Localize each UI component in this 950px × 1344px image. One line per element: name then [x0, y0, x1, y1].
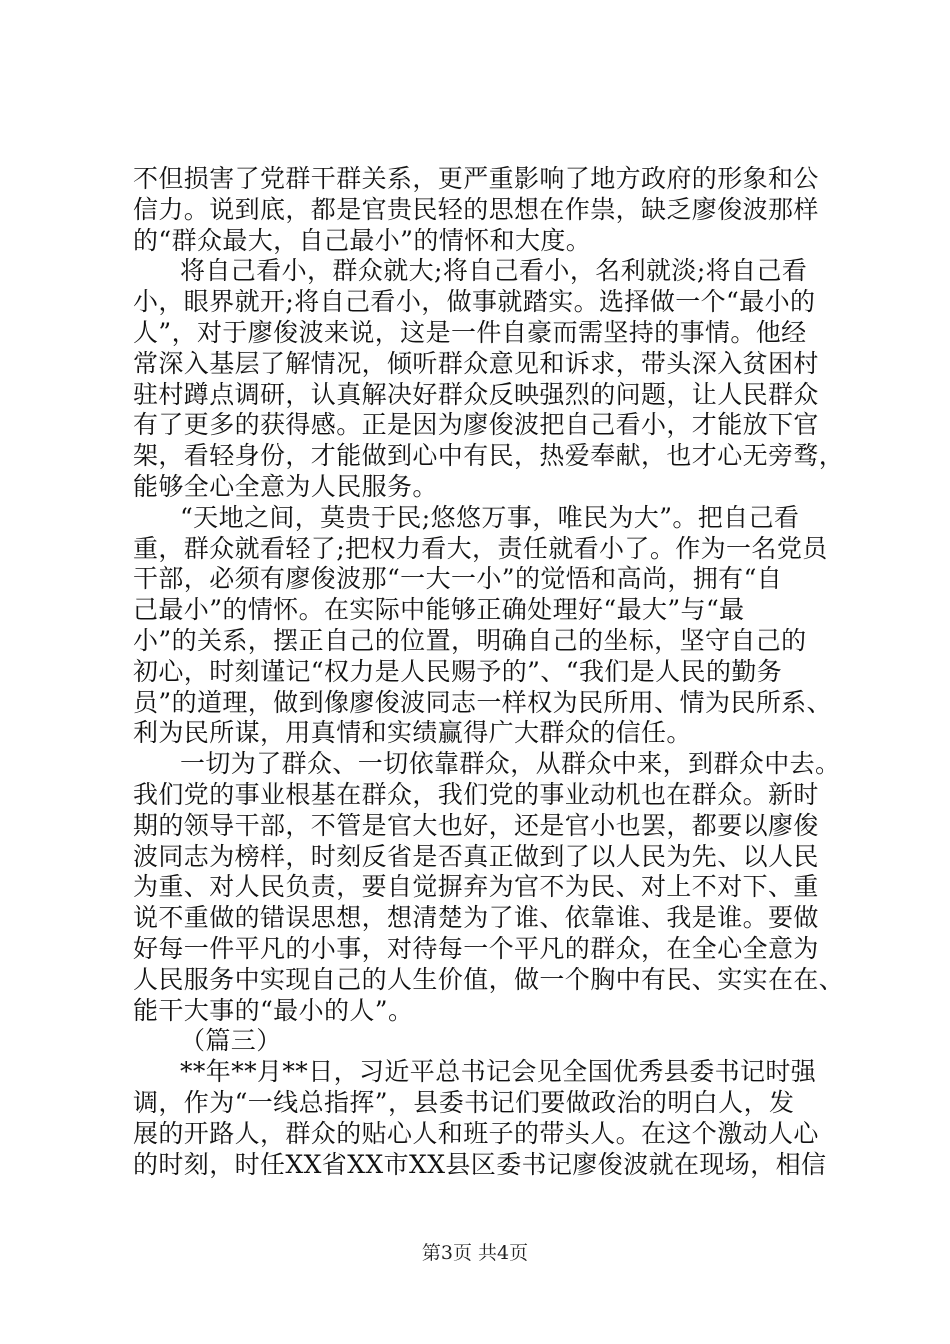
- text-line: 重，群众就看轻了;把权力看大，责任就看小了。作为一名党员: [133, 533, 828, 563]
- text-line: 人民服务中实现自己的人生价值，做一个胸中有民、实实在在、: [133, 964, 845, 994]
- page-number-footer: 第3页 共4页: [421, 1242, 529, 1264]
- paragraph-start-line: 一切为了群众、一切依靠群众，从群众中来，到群众中去。: [180, 749, 841, 779]
- text-line: 的时刻，时任XX省XX市XX县区委书记廖俊波就在现场，相信: [133, 1149, 827, 1179]
- text-line: 能干大事的“最小的人”。: [133, 995, 414, 1025]
- text-line: 调，作为“一线总指挥”，县委书记们要做政治的明白人，发: [133, 1088, 795, 1117]
- text-line: 波同志为榜样，时刻反省是否真正做到了以人民为先、以人民: [133, 841, 819, 871]
- text-line: 为重、对人民负责，要自觉摒弃为官不为民、对上不对下、重: [133, 872, 819, 902]
- text-line: 有了更多的获得感。正是因为廖俊波把自己看小，才能放下官: [133, 410, 819, 440]
- text-line: 小”的关系，摆正自己的位置，明确自己的坐标，坚守自己的: [133, 626, 807, 655]
- text-line: 驻村蹲点调研，认真解决好群众反映强烈的问题，让人民群众: [133, 379, 819, 409]
- section-heading: （篇三）: [180, 1026, 282, 1056]
- paragraph-start-line: 将自己看小，群众就大;将自己看小，名利就淡;将自己看: [180, 256, 808, 286]
- paragraph-start-line: “天地之间，莫贵于民;悠悠万事，唯民为大”。把自己看: [180, 502, 800, 532]
- text-line: 己最小”的情怀。在实际中能够正确处理好“最大”与“最: [133, 595, 745, 625]
- text-line: 小，眼界就开;将自己看小，做事就踏实。选择做一个“最小的: [133, 287, 816, 317]
- text-line: 常深入基层了解情况，倾听群众意见和诉求，带头深入贫困村: [133, 348, 819, 378]
- text-line: 信力。说到底，都是官贵民轻的思想在作祟，缺乏廖俊波那样: [133, 194, 819, 224]
- text-line: 期的领导干部，不管是官大也好，还是官小也罢，都要以廖俊: [133, 810, 819, 840]
- text-line: 好每一件平凡的小事，对待每一个平凡的群众，在全心全意为: [133, 934, 819, 963]
- text-line: 的“群众最大，自己最小”的情怀和大度。: [133, 225, 592, 255]
- text-line: 能够全心全意为人民服务。: [133, 472, 438, 501]
- text-line: 初心，时刻谨记“权力是人民赐予的”、“我们是人民的勤务: [133, 656, 783, 686]
- text-line: 展的开路人，群众的贴心人和班子的带头人。在这个激动人心: [133, 1118, 819, 1148]
- paragraph-start-line: **年**月**日，习近平总书记会见全国优秀县委书记时强: [180, 1057, 817, 1087]
- text-line: 人”，对于廖俊波来说，这是一件自豪而需坚持的事情。他经: [133, 318, 807, 347]
- text-line: 说不重做的错误思想，想清楚为了谁、依靠谁、我是谁。要做: [133, 903, 819, 933]
- text-line: 我们党的事业根基在群众，我们党的事业动机也在群众。新时: [133, 780, 819, 809]
- text-line: 干部，必须有廖俊波那“一大一小”的觉悟和高尚，拥有“自: [133, 564, 783, 594]
- text-line: 员”的道理，做到像廖俊波同志一样权为民所用、情为民所系、: [133, 687, 832, 717]
- text-line: 利为民所谋，用真情和实绩赢得广大群众的信任。: [133, 718, 692, 748]
- text-line: 不但损害了党群干群关系，更严重影响了地方政府的形象和公: [133, 164, 819, 193]
- text-line: 架，看轻身份，才能做到心中有民，热爱奉献，也才心无旁骛，: [133, 441, 845, 471]
